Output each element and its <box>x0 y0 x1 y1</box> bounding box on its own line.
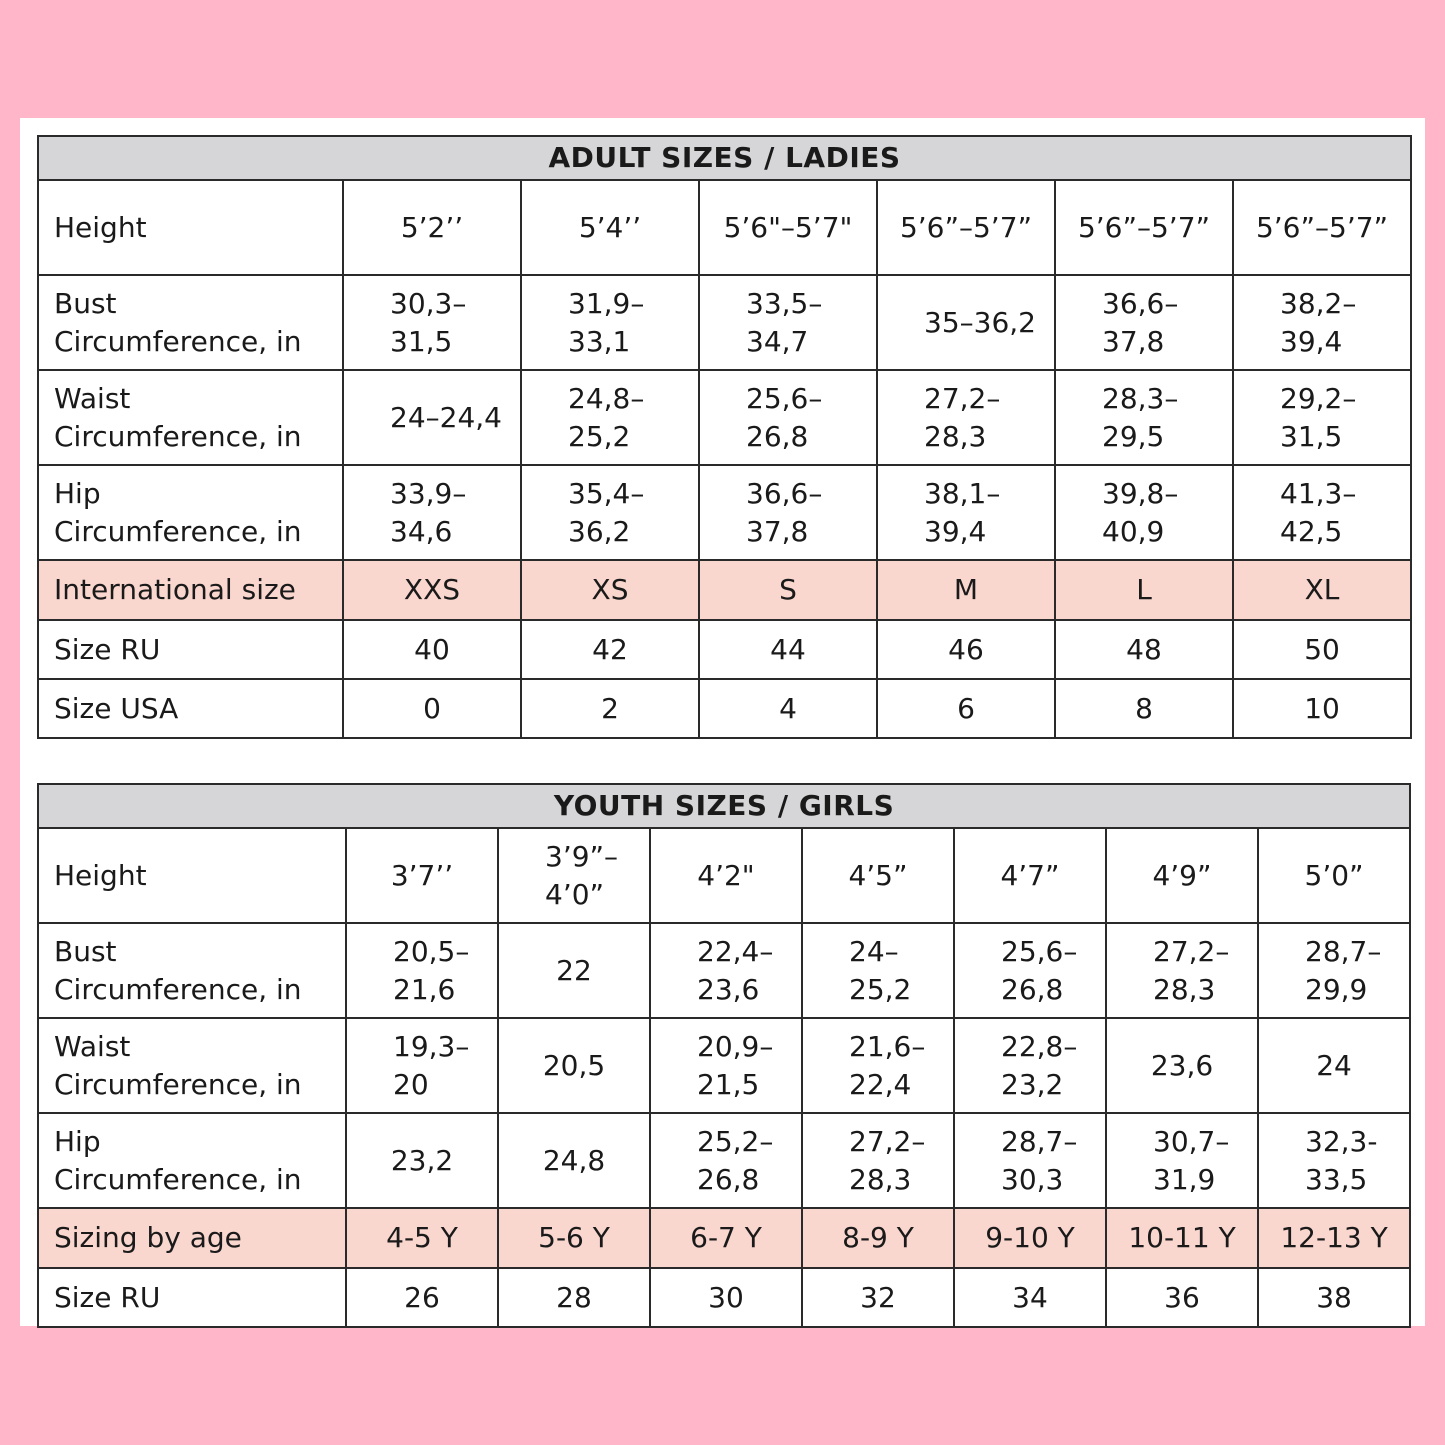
table-cell: 5’6"–5’7" <box>699 180 877 275</box>
adult-row-international-size <box>38 560 1411 620</box>
table-cell: 28,7– 29,9 <box>1258 923 1410 1018</box>
table-cell: 8 <box>1055 679 1233 738</box>
table-cell: 19,3– 20 <box>346 1018 498 1113</box>
table-cell: XS <box>521 560 699 620</box>
youth-row-hip <box>38 1113 1410 1208</box>
table-cell: L <box>1055 560 1233 620</box>
table-cell: 10-11 Y <box>1106 1208 1258 1268</box>
table-cell: XXS <box>343 560 521 620</box>
table-cell: 25,6– 26,8 <box>699 370 877 465</box>
table-cell: XL <box>1233 560 1411 620</box>
table-cell: 32 <box>802 1268 954 1327</box>
table-cell: 3’9”– 4’0” <box>498 828 650 923</box>
row-label: Height <box>38 180 343 275</box>
row-label: Hip Circumference, in <box>38 465 343 560</box>
youth-row-size-ru <box>38 1268 1410 1327</box>
youth-title-row <box>38 784 1410 828</box>
adult-table-title: ADULT SIZES / LADIES <box>38 136 1411 180</box>
table-cell: 4-5 Y <box>346 1208 498 1268</box>
table-cell: 44 <box>699 620 877 679</box>
table-cell: 32,3- 33,5 <box>1258 1113 1410 1208</box>
adult-row-hip <box>38 465 1411 560</box>
table-cell: 20,5 <box>498 1018 650 1113</box>
table-cell: 5-6 Y <box>498 1208 650 1268</box>
adult-row-size-usa <box>38 679 1411 738</box>
table-cell: 36 <box>1106 1268 1258 1327</box>
table-cell: 24–24,4 <box>343 370 521 465</box>
table-cell: 50 <box>1233 620 1411 679</box>
table-cell: 33,5– 34,7 <box>699 275 877 370</box>
table-cell: 5’6”–5’7” <box>1233 180 1411 275</box>
table-cell: 29,2– 31,5 <box>1233 370 1411 465</box>
table-cell: M <box>877 560 1055 620</box>
table-cell: 3’7’’ <box>346 828 498 923</box>
table-cell: 28,7– 30,3 <box>954 1113 1106 1208</box>
row-label: Bust Circumference, in <box>38 923 346 1018</box>
table-cell: 5’2’’ <box>343 180 521 275</box>
table-cell: 46 <box>877 620 1055 679</box>
table-cell: 30,7– 31,9 <box>1106 1113 1258 1208</box>
table-cell: 5’4’’ <box>521 180 699 275</box>
table-cell: 38 <box>1258 1268 1410 1327</box>
adult-row-bust <box>38 275 1411 370</box>
row-label: Size RU <box>38 1268 346 1327</box>
youth-row-sizing-by-age <box>38 1208 1410 1268</box>
table-cell: 22,4– 23,6 <box>650 923 802 1018</box>
table-cell: 20,9– 21,5 <box>650 1018 802 1113</box>
table-cell: 23,6 <box>1106 1018 1258 1113</box>
table-cell: 31,9– 33,1 <box>521 275 699 370</box>
table-cell: 27,2– 28,3 <box>877 370 1055 465</box>
youth-row-bust <box>38 923 1410 1018</box>
table-cell: 28,3– 29,5 <box>1055 370 1233 465</box>
row-label: Sizing by age <box>38 1208 346 1268</box>
row-label: Bust Circumference, in <box>38 275 343 370</box>
table-cell: 4’7” <box>954 828 1106 923</box>
table-cell: 26 <box>346 1268 498 1327</box>
table-cell: 12-13 Y <box>1258 1208 1410 1268</box>
table-cell: 30,3– 31,5 <box>343 275 521 370</box>
table-cell: 24 <box>1258 1018 1410 1113</box>
table-cell: 34 <box>954 1268 1106 1327</box>
table-cell: 0 <box>343 679 521 738</box>
table-cell: 8-9 Y <box>802 1208 954 1268</box>
table-cell: 33,9– 34,6 <box>343 465 521 560</box>
table-cell: 6 <box>877 679 1055 738</box>
table-cell: 36,6– 37,8 <box>699 465 877 560</box>
table-cell: 22 <box>498 923 650 1018</box>
table-cell: 28 <box>498 1268 650 1327</box>
table-cell: 42 <box>521 620 699 679</box>
youth-row-waist <box>38 1018 1410 1113</box>
table-cell: 48 <box>1055 620 1233 679</box>
table-cell: 6-7 Y <box>650 1208 802 1268</box>
table-cell: 35,4– 36,2 <box>521 465 699 560</box>
table-cell: 35–36,2 <box>877 275 1055 370</box>
table-cell: 21,6– 22,4 <box>802 1018 954 1113</box>
row-label: Size RU <box>38 620 343 679</box>
youth-row-height <box>38 828 1410 923</box>
youth-table-title: YOUTH SIZES / GIRLS <box>38 784 1410 828</box>
table-cell: 20,5– 21,6 <box>346 923 498 1018</box>
row-label: Hip Circumference, in <box>38 1113 346 1208</box>
table-cell: 4 <box>699 679 877 738</box>
table-cell: S <box>699 560 877 620</box>
table-cell: 23,2 <box>346 1113 498 1208</box>
table-cell: 39,8– 40,9 <box>1055 465 1233 560</box>
table-cell: 41,3– 42,5 <box>1233 465 1411 560</box>
table-cell: 36,6– 37,8 <box>1055 275 1233 370</box>
table-cell: 24– 25,2 <box>802 923 954 1018</box>
table-cell: 24,8– 25,2 <box>521 370 699 465</box>
row-label: Waist Circumference, in <box>38 370 343 465</box>
table-cell: 4’9” <box>1106 828 1258 923</box>
table-cell: 5’0” <box>1258 828 1410 923</box>
youth-size-table <box>37 783 1411 1328</box>
table-cell: 27,2– 28,3 <box>802 1113 954 1208</box>
table-cell: 30 <box>650 1268 802 1327</box>
table-cell: 2 <box>521 679 699 738</box>
row-label: International size <box>38 560 343 620</box>
row-label: Size USA <box>38 679 343 738</box>
table-cell: 24,8 <box>498 1113 650 1208</box>
table-cell: 9-10 Y <box>954 1208 1106 1268</box>
table-cell: 25,6– 26,8 <box>954 923 1106 1018</box>
table-cell: 40 <box>343 620 521 679</box>
adult-title-row <box>38 136 1411 180</box>
table-cell: 5’6”–5’7” <box>877 180 1055 275</box>
adult-row-waist <box>38 370 1411 465</box>
adult-row-height <box>38 180 1411 275</box>
table-cell: 27,2– 28,3 <box>1106 923 1258 1018</box>
table-cell: 4’5” <box>802 828 954 923</box>
adult-size-table <box>37 135 1412 739</box>
row-label: Height <box>38 828 346 923</box>
table-cell: 38,2– 39,4 <box>1233 275 1411 370</box>
table-cell: 4’2" <box>650 828 802 923</box>
table-cell: 25,2– 26,8 <box>650 1113 802 1208</box>
table-cell: 10 <box>1233 679 1411 738</box>
table-cell: 38,1– 39,4 <box>877 465 1055 560</box>
adult-row-size-ru <box>38 620 1411 679</box>
table-cell: 5’6”–5’7” <box>1055 180 1233 275</box>
table-cell: 22,8– 23,2 <box>954 1018 1106 1113</box>
row-label: Waist Circumference, in <box>38 1018 346 1113</box>
